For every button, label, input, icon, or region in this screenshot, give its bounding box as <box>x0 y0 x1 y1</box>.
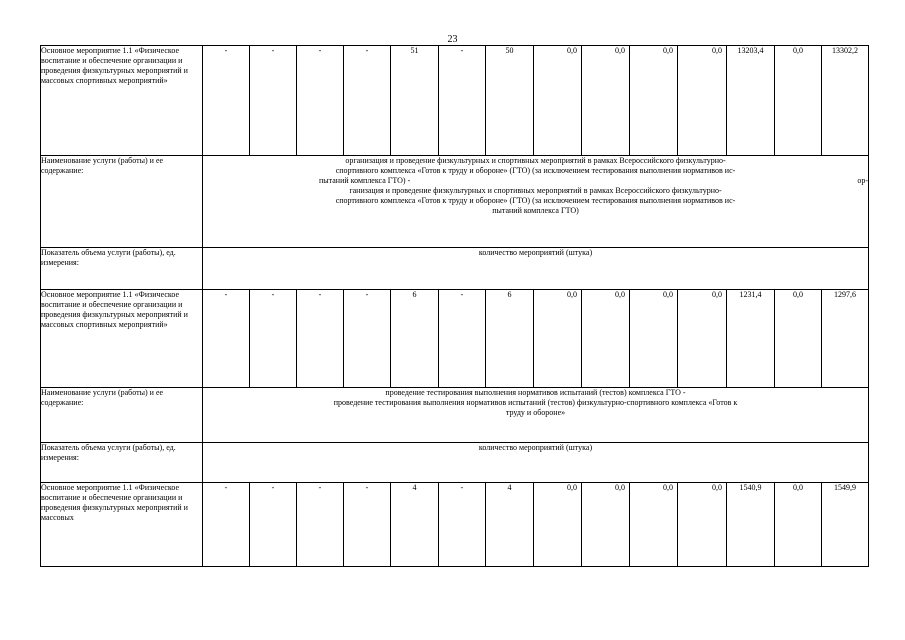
indicator-row <box>41 443 869 483</box>
value-cell: 13203,4 <box>727 46 775 156</box>
service-text-line: пытаний комплекса ГТО) <box>492 206 579 215</box>
value-cell: 0,0 <box>775 46 822 156</box>
value-cell: - <box>439 46 486 156</box>
value-cell: - <box>203 483 250 567</box>
value-cell: 0,0 <box>630 483 678 567</box>
activity-label: Основное мероприятие 1.1 «Физическое воспитание и обеспечение организации и проведения физкультурных мероприятий и массовых спортивных мероприятий» <box>41 290 203 388</box>
value-cell: 4 <box>391 483 439 567</box>
indicator-row <box>41 248 869 290</box>
service-text-line-group <box>203 176 868 186</box>
service-text-line: ганизация и проведение физкультурных и спортивных мероприятий в рамках Всероссийского физкультурно- <box>349 186 722 195</box>
value-cell: 1549,9 <box>822 483 869 567</box>
activity-row <box>41 290 869 388</box>
value-cell: 6 <box>486 290 534 388</box>
service-description <box>203 156 869 248</box>
value-cell: - <box>344 290 391 388</box>
value-cell: - <box>203 290 250 388</box>
value-cell: 0,0 <box>582 46 630 156</box>
service-row <box>41 388 869 443</box>
value-cell: 0,0 <box>582 483 630 567</box>
service-text-line: спортивного комплекса «Готов к труду и обороне» (ГТО) (за исключением тестирования выполнения нормативов ис- <box>335 166 736 175</box>
value-cell: 1540,9 <box>727 483 775 567</box>
service-text-line: проведение тестирования выполнения нормативов испытаний (тестов) комплекса ГТО - <box>385 388 686 397</box>
service-text-line: пытаний комплекса ГТО) - <box>319 176 411 185</box>
activity-row <box>41 483 869 567</box>
value-cell: 1231,4 <box>727 290 775 388</box>
value-cell: 0,0 <box>582 290 630 388</box>
service-label: Наименование услуги (работы) и ее содержание: <box>41 156 203 248</box>
service-text-line: ор- <box>857 176 868 185</box>
value-cell: - <box>250 483 297 567</box>
value-cell: - <box>203 46 250 156</box>
value-cell: 0,0 <box>775 483 822 567</box>
value-cell: - <box>250 290 297 388</box>
value-cell: - <box>250 46 297 156</box>
activity-label: Основное мероприятие 1.1 «Физическое воспитание и обеспечение организации и проведения физкультурных мероприятий и массовых спортивных мероприятий» <box>41 46 203 156</box>
service-text-line: проведение тестирования выполнения нормативов испытаний (тестов) физкультурно-спортивного комплекса «Готов к <box>333 398 738 407</box>
service-row <box>41 156 869 248</box>
service-description <box>203 388 869 443</box>
indicator-label: Показатель объема услуги (работы), ед. измерения: <box>41 443 203 483</box>
service-text-line: спортивного комплекса «Готов к труду и обороне» (ГТО) (за исключением тестирования выполнения нормативов ис- <box>335 196 736 205</box>
value-cell: 51 <box>391 46 439 156</box>
value-cell: 0,0 <box>630 46 678 156</box>
value-cell: 6 <box>391 290 439 388</box>
value-cell: 0,0 <box>678 290 727 388</box>
value-cell: - <box>297 46 344 156</box>
value-cell: 0,0 <box>534 483 582 567</box>
value-cell: 0,0 <box>630 290 678 388</box>
value-cell: - <box>439 483 486 567</box>
service-text-line: организация и проведение физкультурных и спортивных мероприятий в рамках Всероссийского физкультурно- <box>345 156 726 165</box>
value-cell: 1297,6 <box>822 290 869 388</box>
value-cell: 0,0 <box>678 46 727 156</box>
indicator-label: Показатель объема услуги (работы), ед. измерения: <box>41 248 203 290</box>
service-text-line: труду и обороне» <box>505 408 566 417</box>
value-cell: - <box>297 483 344 567</box>
activity-label: Основное мероприятие 1.1 «Физическое воспитание и обеспечение организации и проведения физкультурных мероприятий и массовых <box>41 483 203 567</box>
value-cell: 50 <box>486 46 534 156</box>
value-cell: - <box>297 290 344 388</box>
page-number: 23 <box>447 34 458 45</box>
indicator-unit: количество мероприятий (штука) <box>203 443 869 483</box>
activity-row <box>41 46 869 156</box>
indicator-unit: количество мероприятий (штука) <box>203 248 869 290</box>
value-cell: - <box>344 46 391 156</box>
value-cell: 0,0 <box>678 483 727 567</box>
value-cell: 4 <box>486 483 534 567</box>
value-cell: - <box>344 483 391 567</box>
value-cell: - <box>439 290 486 388</box>
program-table <box>40 45 869 567</box>
value-cell: 0,0 <box>534 290 582 388</box>
value-cell: 0,0 <box>534 46 582 156</box>
service-label: Наименование услуги (работы) и ее содержание: <box>41 388 203 443</box>
value-cell: 13302,2 <box>822 46 869 156</box>
value-cell: 0,0 <box>775 290 822 388</box>
